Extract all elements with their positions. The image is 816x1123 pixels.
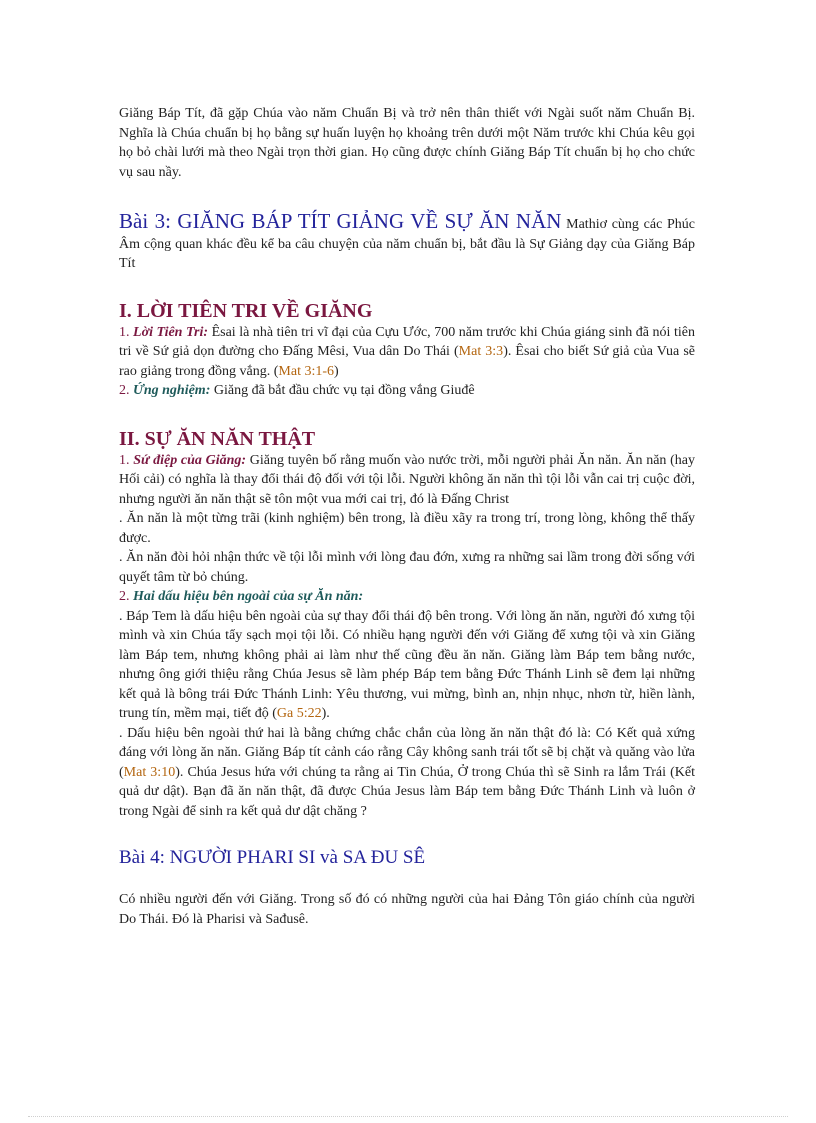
- page-bottom-divider: [28, 1116, 788, 1117]
- section1-item1-number: 1.: [119, 324, 130, 340]
- intro-paragraph: Giăng Báp Tít, đã gặp Chúa vào năm Chuẩn Bị và trở nên thân thiết với Ngài suốt năm Chuẩn Bị. Nghĩa là Chúa chuẩn bị họ bằng sự huấn luyện họ khoảng trên dưới một Năm trước khi Chúa kêu gọi họ bỏ chài lưới mà theo Ngài trọn thời gian. Họ cũng được chính Giăng Báp Tít chuẩn bị họ cho chức vụ sau nầy.: [119, 106, 695, 180]
- section2-item1: [119, 451, 695, 510]
- section1-item1-label: Lời Tiên Tri:: [133, 324, 209, 340]
- lesson4-title: Bài 4: NGƯỜI PHARI SI và SA ĐU SÊ: [119, 847, 426, 868]
- section1-item2-number: 2.: [119, 383, 130, 398]
- section1-item1-text-a: Êsai là nhà tiên tri vĩ đại của Cựu Ước, 700 năm trước khi Chúa giáng sinh đã nói tiên tri về Sứ giả dọn đường cho Đấng Mêsi, Vua dân Do Thái (: [119, 324, 695, 359]
- section1-item1: [119, 323, 695, 382]
- section1-item2-label: Ứng nghiệm:: [133, 383, 211, 398]
- section2-point-d: [119, 724, 695, 822]
- section2-point-d-text-b: ). Chúa Jesus hứa với chúng ta rằng ai Tin Chúa, Ở trong Chúa thì sẽ Sinh ra lắm Trái (Kết quả dư dật). Bạn đã ăn năn thật, đã được Chúa Jesus làm Báp tem bằng Đức Thánh Linh và luôn ở trong Ngài để sinh ra kết quả dư dật chăng ?: [119, 764, 695, 819]
- section2-point-d-text-a: . Dấu hiệu bên ngoài thứ hai là bằng chứng chắc chắn của lòng ăn năn thật đó là: Có Kết quả xứng đáng với lòng ăn năn. Giăng Báp tít cảnh cáo rằng Cây không sanh trái tốt sẽ bị chặt và quăng vào lửa (: [119, 725, 695, 780]
- section2-item1-number: 1.: [119, 452, 130, 468]
- lesson4-paragraph: Có nhiều người đến với Giăng. Trong số đó có những người của hai Đảng Tôn giáo chính của người Do Thái. Đó là Pharisi và Sađusê.: [119, 892, 695, 927]
- section1-item1-text-c: ): [334, 363, 339, 379]
- reference-link[interactable]: Ga 5:22: [276, 706, 322, 721]
- document-page: [119, 104, 695, 929]
- reference-link[interactable]: Mat 3:3: [458, 344, 504, 359]
- reference-link[interactable]: Mat 3:10: [123, 764, 176, 780]
- section1-heading: I. LỜI TIÊN TRI VỀ GIĂNG: [119, 299, 373, 322]
- section2-item2-label: Hai dấu hiệu bên ngoài của sự Ăn năn:: [133, 589, 364, 604]
- section2-item1-label: Sứ điệp của Giăng:: [133, 452, 247, 468]
- section2-point-b: . Ăn năn đòi hỏi nhận thức về tội lỗi mình với lòng đau đớn, xưng ra những sai lầm trong đời sống với quyết tâm từ bỏ chúng.: [119, 550, 695, 585]
- section2-item1-text: Giăng tuyên bố rằng muốn vào nước trời, mỗi người phải Ăn năn. Ăn năn (hay Hối cải) có nghĩa là thay đổi thái độ đối với tội lỗi. Người không ăn năn thì tội lỗi vẫn cai trị cuộc đời, nhưng người ăn năn thật sẽ tôn một vua mới cai trị, đó là Đấng Christ: [119, 452, 696, 507]
- section2-point-c-text-b: ).: [321, 706, 330, 721]
- section1-item2: [119, 381, 695, 401]
- section2-point-c-text-a: . Báp Tem là dấu hiệu bên ngoài của sự thay đổi thái độ bên trong. Với lòng ăn năn, người đó xưng tội mình và xin Chúa tẩy sạch mọi tội lỗi. Có nhiều hạng người đến với Giăng để xưng tội và xin Giăng làm Báp tem, nhưng không phải ai làm như thế cũng đều ăn năn. Giăng làm Báp tem bằng nước, nhưng ông giới thiệu rằng Chúa Jesus sẽ làm phép Báp tem bằng Đức Thánh Linh sẽ đem lại những kết quả là bông trái Đức Thánh Linh: Yêu thương, vui mừng, bình an, nhịn nhục, nhơn từ, hiền lành, trung tín, mềm mại, tiết độ (: [119, 608, 695, 721]
- lesson3-paragraph: [119, 209, 695, 274]
- lesson3-text: Mathiơ cùng các Phúc Âm cộng quan khác đều kể ba câu chuyện của năm chuẩn bị, bắt đầu là Sự Giảng dạy của Giăng Báp Tít: [119, 217, 696, 271]
- reference-link[interactable]: Mat 3:1-6: [278, 363, 335, 379]
- section1-item1-text-b: ). Êsai cho biết Sứ giả của Vua sẽ rao giảng trong đồng vắng. (: [119, 344, 695, 379]
- section2-heading: II. SỰ ĂN NĂN THẬT: [119, 427, 316, 450]
- section2-item2: [119, 587, 695, 607]
- section2-item2-number: 2.: [119, 589, 130, 604]
- section2-point-c: [119, 607, 695, 724]
- lesson3-title: Bài 3: GIĂNG BÁP TÍT GIẢNG VỀ SỰ ĂN NĂN: [119, 209, 562, 233]
- section2-point-a: . Ăn năn là một từng trãi (kinh nghiệm) bên trong, là điều xãy ra trong trí, trong lòng, không thể thấy được.: [119, 511, 695, 546]
- section1-item2-text: Giăng đã bắt đầu chức vụ tại đồng vắng Giuđê: [210, 383, 475, 398]
